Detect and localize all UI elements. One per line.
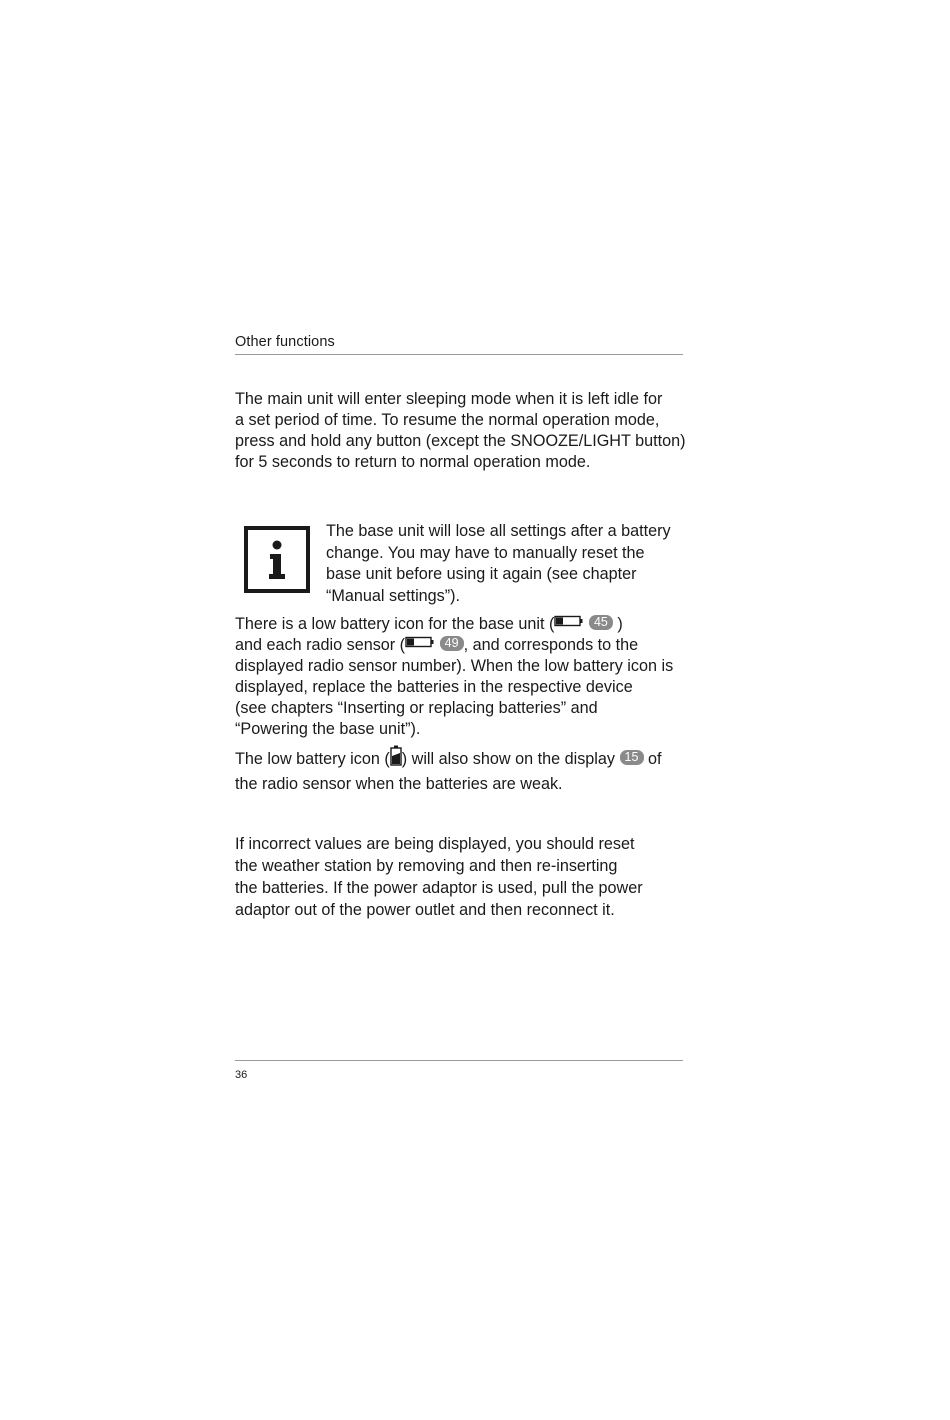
note-line: change. You may have to manually reset the [326,543,645,562]
sleep-mode-paragraph [235,389,686,473]
page-number: 36 [235,1069,248,1081]
reference-badge: 45 [589,615,613,630]
paragraph-line [235,614,683,635]
battery-change-note [326,521,686,607]
text-run: There is a low battery icon for the base unit ( [235,615,555,633]
text-run: ) will also show on the display [401,749,615,768]
paragraph-line: If incorrect values are being displayed, you should reset [235,835,635,853]
note-line: “Manual settings”). [326,586,461,605]
text-run: and each radio sensor ( [235,636,406,655]
text-run: The low battery icon ( [235,749,390,768]
paragraph-line [235,746,683,773]
reference-badge: 49 [440,636,464,651]
sensor-battery-paragraph [235,746,683,795]
text-run: ) [617,615,623,633]
paragraph-line: a set period of time. To resume the normal operation mode, [235,411,660,429]
vertical-battery-icon [390,745,402,772]
paragraph-line: adaptor out of the power outlet and then reconnect it. [235,901,615,919]
paragraph-line: the radio sensor when the batteries are weak. [235,775,563,793]
running-header: Other functions [235,334,335,350]
paragraph-line: “Powering the base unit”). [235,720,421,739]
paragraph-line: press and hold any button (except the SNOOZE/LIGHT button) [235,432,686,450]
footer-divider [235,1060,683,1061]
reset-paragraph [235,833,683,921]
info-icon [244,526,310,593]
low-battery-icon [554,612,584,633]
paragraph-line: (see chapters “Inserting or replacing batteries” and [235,699,598,718]
paragraph-line: displayed, replace the batteries in the respective device [235,678,633,697]
text-run: of [648,749,662,768]
paragraph-line: the batteries. If the power adaptor is used, pull the power [235,879,643,897]
text-run: , and corresponds to the [463,636,639,655]
paragraph-line: displayed radio sensor number). When the low battery icon is [235,657,674,676]
low-battery-paragraph [235,614,683,740]
paragraph-line: the weather station by removing and then re-inserting [235,857,618,875]
paragraph-line [235,635,683,656]
low-battery-icon [405,633,435,654]
note-line: The base unit will lose all settings after a battery [326,522,671,540]
reference-badge: 15 [620,750,644,765]
note-line: base unit before using it again (see chapter [326,565,637,583]
paragraph-line: The main unit will enter sleeping mode when it is left idle for [235,390,663,408]
paragraph-line: for 5 seconds to return to normal operation mode. [235,453,591,471]
header-divider [235,354,683,355]
